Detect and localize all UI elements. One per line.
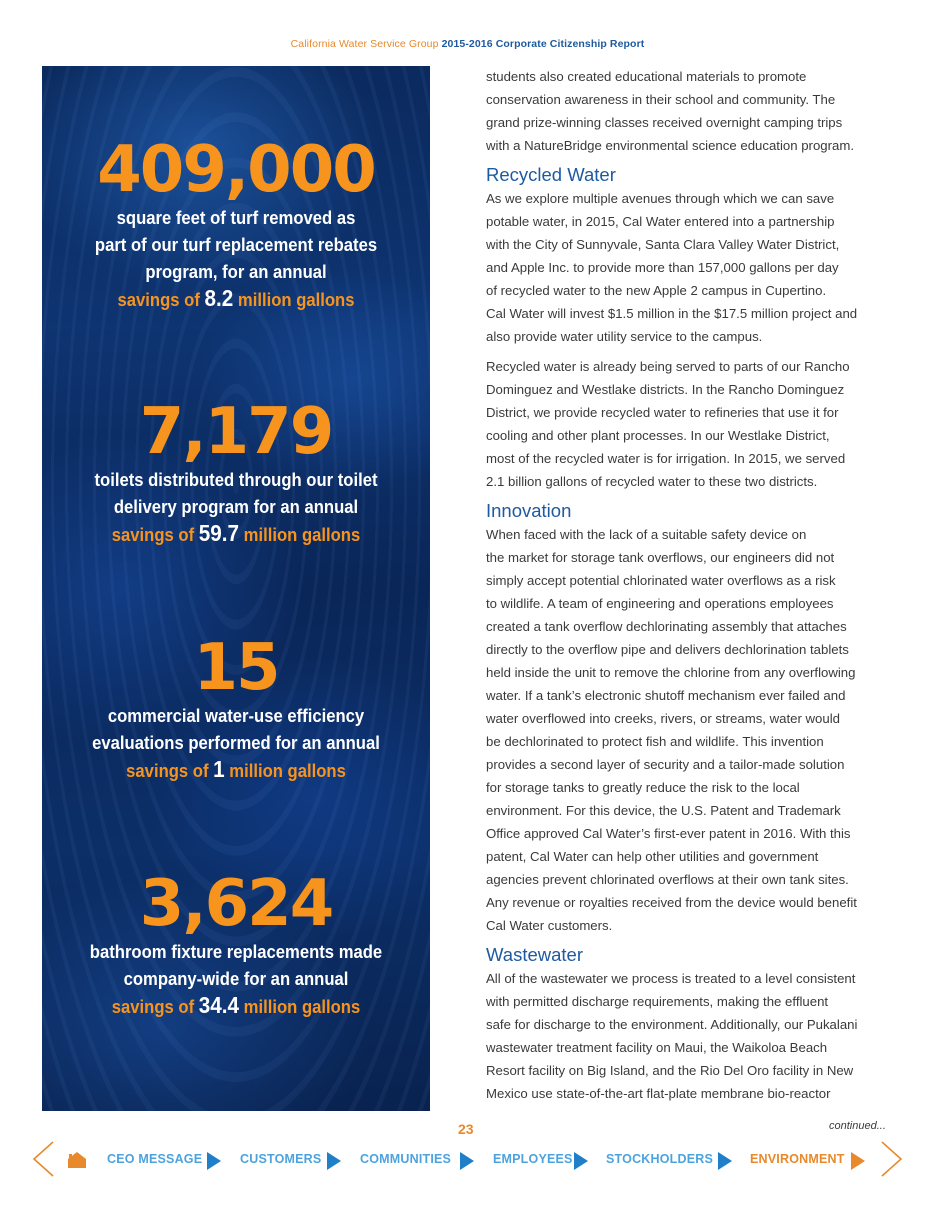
text-line: water overflowed into creeks, rivers, or streams, water would: [486, 711, 840, 726]
savings-prefix: savings of: [111, 524, 195, 545]
innovation-paragraph: [486, 523, 898, 937]
text-line: Recycled water is already being served to parts of our Rancho: [486, 359, 850, 374]
stat-toilets-distributed: [42, 395, 430, 548]
continued-note: continued...: [829, 1120, 886, 1132]
stat-number: 7,179: [139, 395, 333, 469]
stat-desc-line: delivery program for an annual: [113, 496, 359, 517]
text-line: also provide water utility service to the campus.: [486, 329, 763, 344]
nav-item-stockholders[interactable]: STOCKHOLDERS: [606, 1152, 714, 1166]
nav-arrow-icon: [717, 1151, 733, 1171]
nav-item-ceo-message[interactable]: CEO MESSAGE: [107, 1152, 203, 1166]
text-line: Office approved Cal Water’s first-ever patent in 2016. With this: [486, 826, 851, 841]
text-line: directly to the overflow pipe and delivers dechlorination tablets: [486, 642, 849, 657]
nav-item-customers[interactable]: CUSTOMERS: [240, 1152, 322, 1166]
stat-desc-line: toilets distributed through our toilet: [94, 469, 378, 490]
stat-desc-line: bathroom fixture replacements made: [89, 941, 383, 962]
stat-desc-line: square feet of turf removed as: [116, 207, 356, 228]
text-line: be dechlorinated to protect fish and wildlife. This invention: [486, 734, 824, 749]
bottom-navigation: [0, 1140, 935, 1178]
savings-value: 1: [213, 756, 225, 782]
stat-savings: [61, 285, 410, 313]
text-line: the market for storage tank overflows, our engineers did not: [486, 550, 835, 565]
stat-desc-line: company-wide for an annual: [123, 968, 349, 989]
text-line: cooling and other plant processes. In our Westlake District,: [486, 428, 830, 443]
savings-suffix: million gallons: [229, 760, 346, 781]
org-name: California Water Service Group: [290, 38, 439, 50]
recycled-paragraph-2: [486, 355, 898, 493]
text-line: provides a second layer of security and a tailor-made solution: [486, 757, 845, 772]
nav-arrow-icon: [459, 1151, 475, 1171]
stat-number: 3,624: [139, 867, 333, 941]
stat-savings: [61, 756, 410, 784]
stat-desc-line: part of our turf replacement rebates: [94, 234, 378, 255]
section-heading-wastewater: Wastewater: [486, 944, 583, 965]
stat-fixture-replacements: [42, 867, 430, 1020]
stat-description: [61, 466, 410, 520]
text-line: water. If a tank’s electronic shutoff mechanism ever failed and: [486, 688, 846, 703]
savings-value: 59.7: [198, 520, 240, 546]
text-line: environment. For this device, the U.S. Patent and Trademark: [486, 803, 841, 818]
stat-savings: [61, 520, 410, 548]
text-line: for storage tanks to greatly reduce the risk to the local: [486, 780, 800, 795]
stat-desc-line: evaluations performed for an annual: [92, 732, 380, 753]
stat-number: 15: [193, 631, 279, 705]
report-header: [0, 38, 935, 50]
stat-description: [61, 938, 410, 992]
text-line: to wildlife. A team of engineering and operations employees: [486, 596, 834, 611]
text-line: patent, Cal Water can help other utilities and government: [486, 849, 819, 864]
nav-arrow-icon: [206, 1151, 222, 1171]
stat-description: [61, 204, 410, 285]
text-line: conservation awareness in their school and community. The: [486, 92, 836, 107]
section-heading-recycled-water: Recycled Water: [486, 164, 616, 185]
text-line: As we explore multiple avenues through which we can save: [486, 191, 835, 206]
text-line: most of the recycled water is for irrigation. In 2015, we served: [486, 451, 846, 466]
text-line: with a NatureBridge environmental science education program.: [486, 138, 854, 153]
text-line: 2.1 billion gallons of recycled water to these two districts.: [486, 474, 818, 489]
savings-prefix: savings of: [126, 760, 209, 781]
stat-savings: [61, 992, 410, 1020]
next-page-arrow-icon[interactable]: [880, 1140, 904, 1178]
nav-arrow-icon: [573, 1151, 589, 1171]
text-line: students also created educational materials to promote: [486, 69, 807, 84]
text-line: Resort facility on Big Island, and the Rio Del Oro facility in New: [486, 1063, 854, 1078]
savings-suffix: million gallons: [243, 524, 361, 545]
text-line: Any revenue or royalties received from the device would benefit: [486, 895, 857, 910]
stat-desc-line: program, for an annual: [145, 261, 327, 282]
intro-paragraph: [486, 65, 898, 157]
text-line: and Apple Inc. to provide more than 157,000 gallons per day: [486, 260, 839, 275]
savings-value: 34.4: [198, 992, 240, 1018]
previous-page-arrow-icon[interactable]: [31, 1140, 55, 1178]
nav-item-environment[interactable]: ENVIRONMENT: [750, 1152, 845, 1166]
stat-description: [61, 702, 410, 756]
text-line: grand prize-winning classes received overnight camping trips: [486, 115, 843, 130]
savings-prefix: savings of: [117, 289, 200, 310]
wastewater-paragraph: [486, 967, 898, 1105]
text-line: agencies prevent chlorinated overflows at their own tank sites.: [486, 872, 849, 887]
text-line: wastewater treatment facility on Maui, the Waikoloa Beach: [486, 1040, 828, 1055]
text-line: Cal Water will invest $1.5 million in the $17.5 million project and: [486, 306, 858, 321]
text-line: Cal Water customers.: [486, 918, 613, 933]
text-line: potable water, in 2015, Cal Water entered into a partnership: [486, 214, 835, 229]
text-line: with the City of Sunnyvale, Santa Clara Valley Water District,: [486, 237, 840, 252]
section-heading-innovation: Innovation: [486, 500, 572, 521]
text-line: Mexico use state-of-the-art flat-plate membrane bio-reactor: [486, 1086, 831, 1101]
stat-efficiency-evaluations: [42, 631, 430, 784]
text-line: Dominguez and Westlake districts. In the Rancho Dominguez: [486, 382, 845, 397]
text-line: with permitted discharge requirements, making the effluent: [486, 994, 829, 1009]
nav-item-communities[interactable]: COMMUNITIES: [360, 1152, 452, 1166]
savings-value: 8.2: [204, 285, 234, 311]
nav-arrow-icon: [850, 1151, 866, 1171]
savings-suffix: million gallons: [237, 289, 355, 310]
text-line: All of the wastewater we process is treated to a level consistent: [486, 971, 856, 986]
text-line: safe for discharge to the environment. Additionally, our Pukalani: [486, 1017, 858, 1032]
text-line: created a tank overflow dechlorinating assembly that attaches: [486, 619, 847, 634]
text-line: simply accept potential chlorinated water overflows as a risk: [486, 573, 836, 588]
recycled-paragraph-1: [486, 187, 898, 348]
nav-arrow-icon: [326, 1151, 342, 1171]
home-icon[interactable]: [66, 1151, 88, 1169]
nav-item-employees[interactable]: EMPLOYEES: [493, 1152, 573, 1166]
text-line: held inside the unit to remove the chlorine from any overflowing: [486, 665, 856, 680]
stat-turf-removed: [42, 133, 430, 313]
page-number: 23: [458, 1121, 474, 1137]
report-title: 2015-2016 Corporate Citizenship Report: [441, 38, 645, 50]
text-line: When faced with the lack of a suitable safety device on: [486, 527, 807, 542]
stat-desc-line: commercial water-use efficiency: [107, 705, 365, 726]
savings-prefix: savings of: [111, 996, 195, 1017]
text-line: District, we provide recycled water to refineries that use it for: [486, 405, 839, 420]
body-text-column: [486, 65, 898, 1105]
stat-number: 409,000: [97, 133, 375, 207]
text-line: of recycled water to the new Apple 2 campus in Cupertino.: [486, 283, 827, 298]
water-stats-panel: [42, 66, 430, 1111]
savings-suffix: million gallons: [243, 996, 361, 1017]
